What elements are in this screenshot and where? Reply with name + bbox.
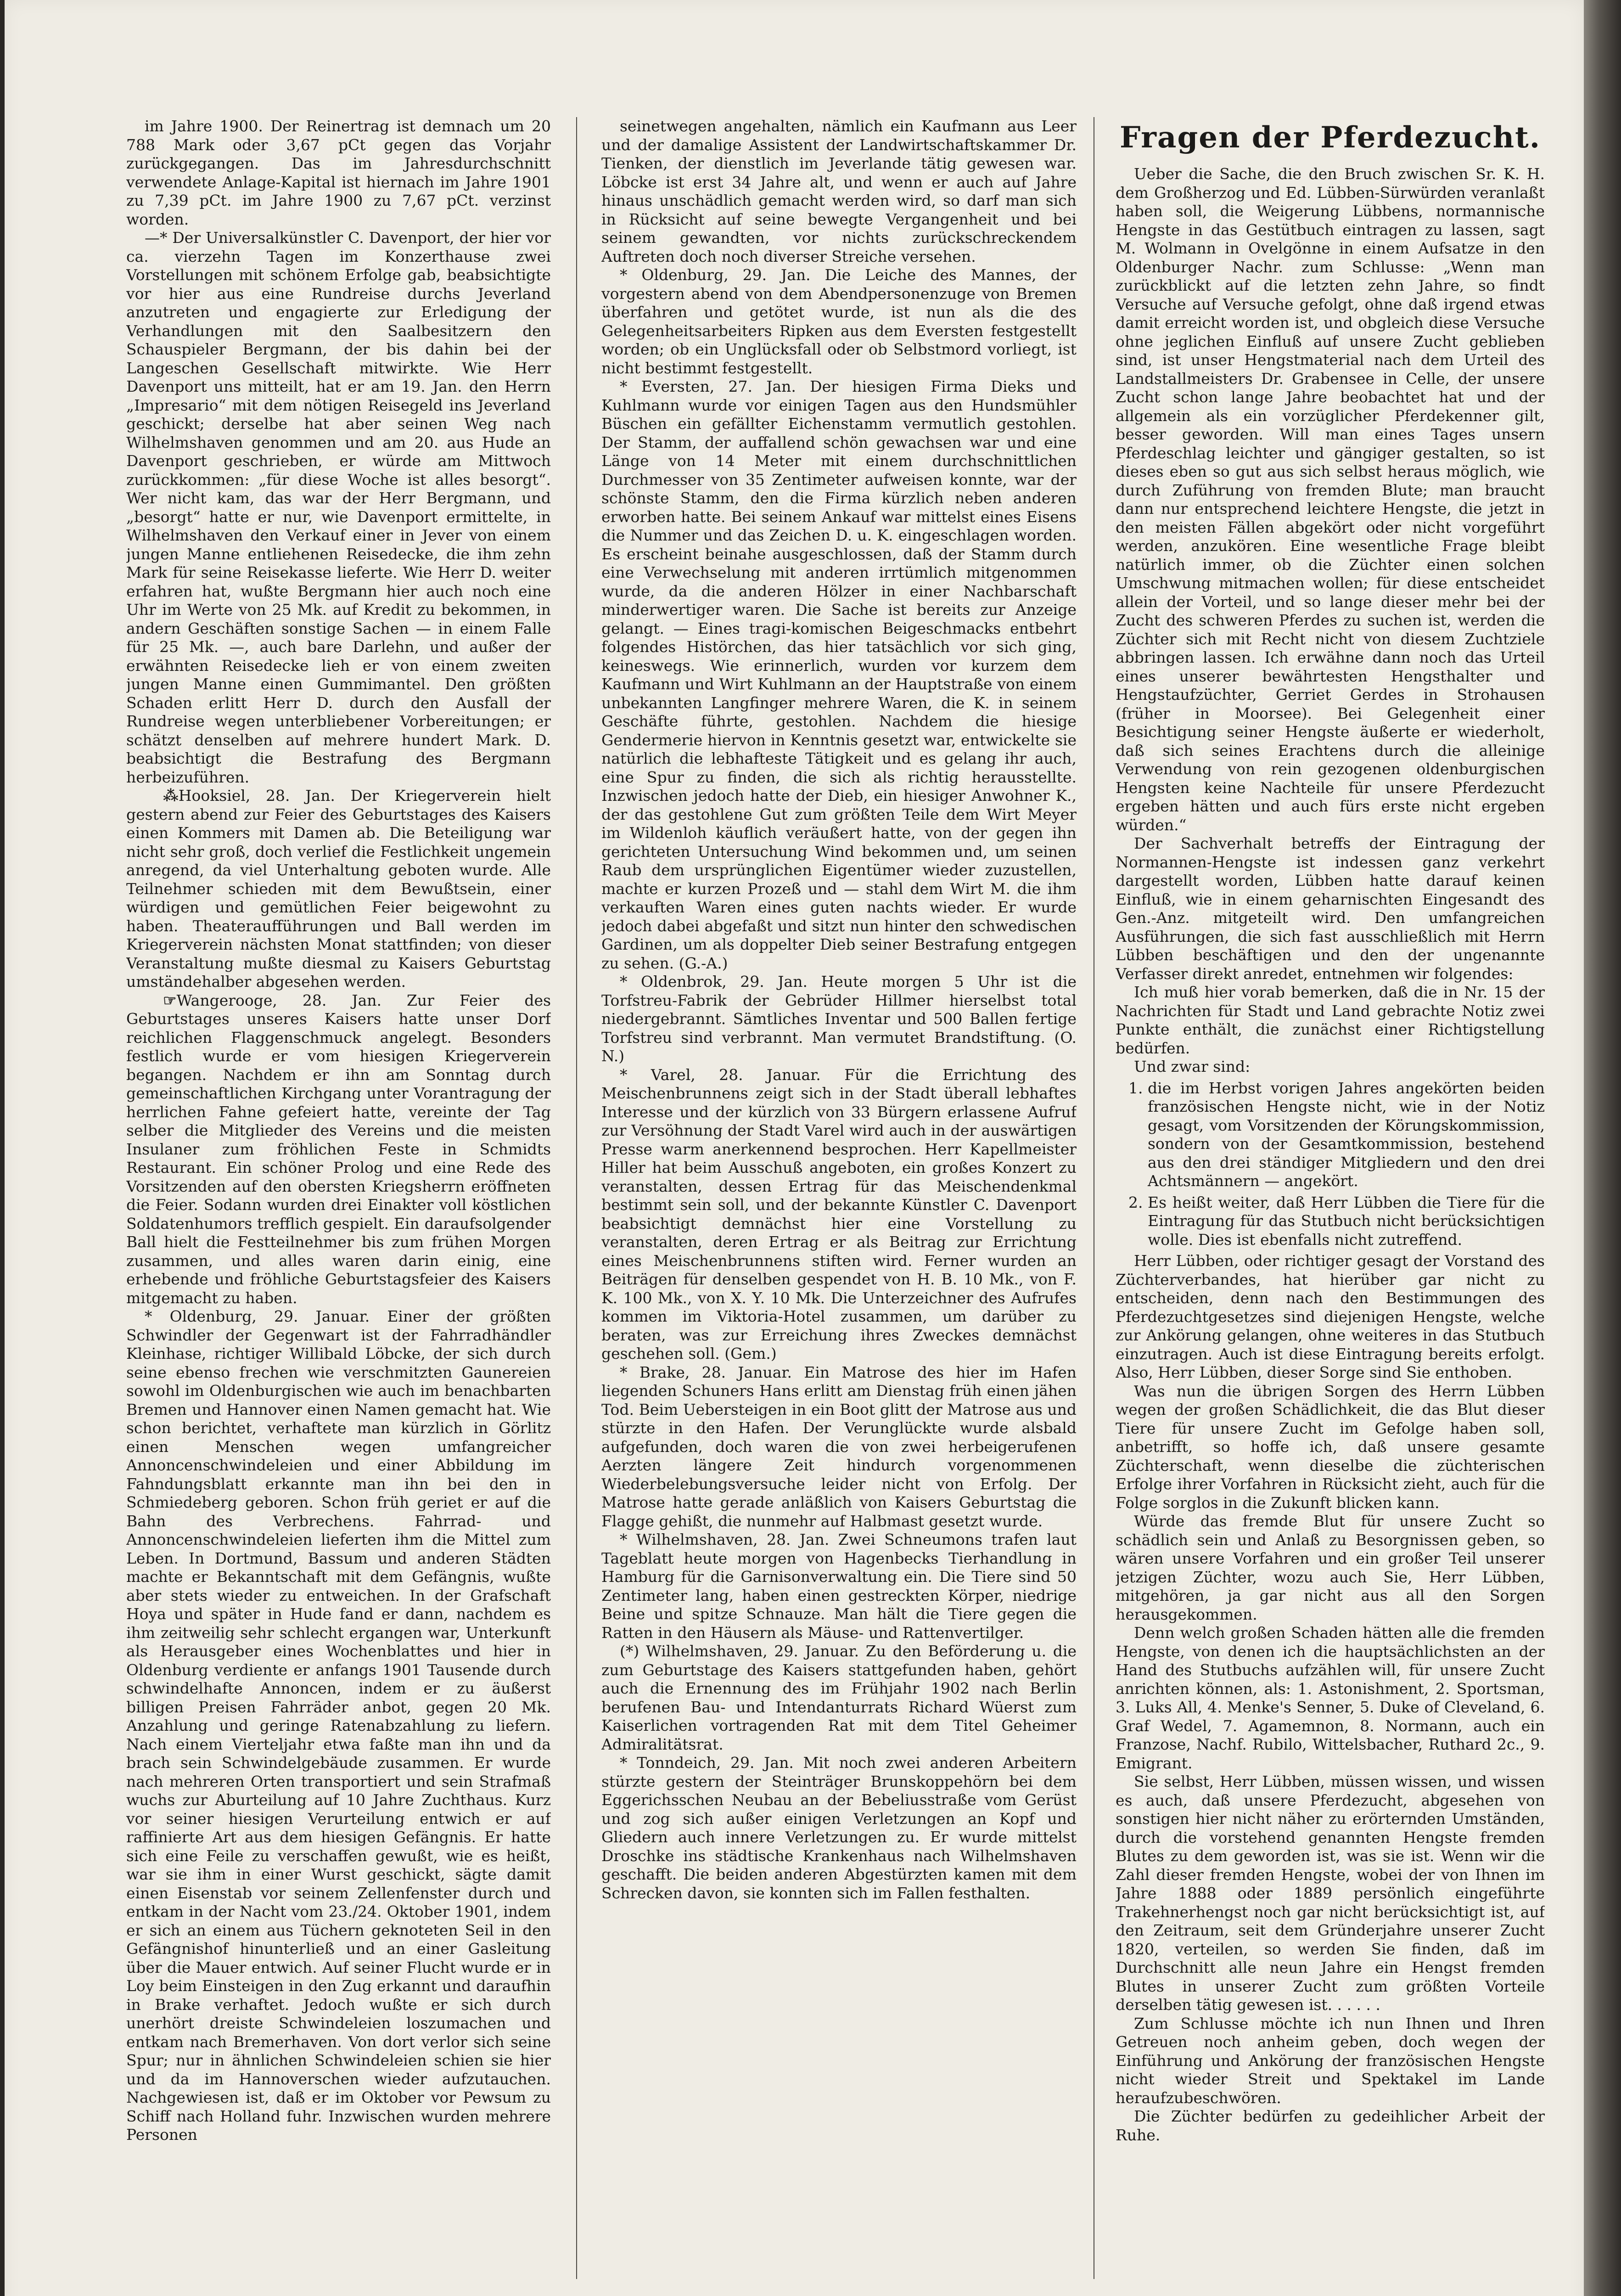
article-hooksiel: ⁂Hooksiel, 28. Jan. Der Kriegerverein hielt gestern abend zur Feier des Geburtstages des Kaisers einen Kommers mit Damen ab. Die Beteiligung war nicht sehr groß, doch verlief die Festlichkeit ungemein anregend, da viel Unterhaltung geboten wurde. Alle Teilnehmer schieden mit dem Bewußtsein, einer würdigen und gemütlichen Feier beigewohnt zu haben. Theateraufführungen und Ball werden im Kriegerverein nächsten Monat stattfinden; von dieser Veranstaltung mußte diesmal zu Kaisers Geburtstag umständehalber abgesehen werden. [126,787,551,990]
pferdezucht-und-zwar: Und zwar sind: [1134,1058,1251,1075]
article-wangerooge: ☞Wangerooge, 28. Jan. Zur Feier des Geburtstages unseres Kaisers hatte unser Dorf reichlichen Flaggenschmuck angelegt. Besonders festlich wurde er vom hiesigen Kriegerverein begangen. Nachdem er ihn am Sonntag durch gemeinschaftlichen Kirchgang unter Vorantragung der herrlichen Fahne gefeiert hatte, vereinte der Tag selber die Mitglieder des Vereins und die meisten Insulaner zum fröhlichen Feste in Schmidts Restaurant. Ein schöner Prolog und eine Rede des Vorsitzenden auf den obersten Kriegsherrn eröffneten die Feier. Sodann wurden drei Einakter voll köstlichen Soldatenhumors trefflich gespielt. Ein daraufsolgender Ball hielt die Festteilnehmer bis zum frühen Morgen zusammen, und alles waren darin einig, eine erhebende und fröhliche Geburtstagsfeier des Kaisers mitgemacht zu haben. [126,991,551,1307]
pointing-hand-icon: ☞ [163,991,177,1009]
pferdezucht-intro: Ueber die Sache, die den Bruch zwischen Sr. K. H. dem Großherzog und Ed. Lübben-Sürwürden veranlaßt haben soll, die Weigerung Lübbens, normannische Hengste in das Gestütbuch eintragen zu lassen, sagt M. Wolmann in Ovelgönne in einem Aufsatze in den Oldenburger Nachr. zum Schlusse: „Wenn man zurückblickt auf die letzten zehn Jahre, so findt Versuche auf Versuche gefolgt, ohne daß irgend etwas damit erreicht worden ist, und obgleich diese Versuche ohne jeglichen Einfluß auf unsere Zucht geblieben sind, ist unser Hengstmaterial nach dem Urteil des Landstallmeisters Dr. Grabensee in Celle, der unsere Zucht schon lange Jahre beobachtet hat und der allgemein als ein vorzüglicher Pferdekenner gilt, besser geworden. Will man eines Tages unsern Pferdeschlag leichter und gängiger gestalten, so ist dieses eben so gut aus sich selbst heraus möglich, wie durch Zuführung von fremden Blute; man braucht dann nur entsprechend leichtere Hengste, die jetzt in den meisten Fällen abgekört oder nicht vorgeführt werden, anzukören. Eine wesentliche Frage bleibt natürlich immer, ob die Züchter einen solchen Umschwung mitmachen wollen; für diese entscheidet allein der Vorteil, und so lange dieser mehr bei der Zucht des schweren Pferdes zu suchen ist, werden die Züchter sich mit Recht nicht von diesem Zuchtziele abbringen lassen. Ich erwähne dann noch das Urteil eines unserer bewährtesten Hengsthalter und Hengstaufzüchter, Gerriet Gerdes in Strohausen (früher in Moorsee). Bei Gelegenheit einer Besichtigung seiner Hengste äußerte er wiederholt, daß sich seines Erachtens durch die alleinige Verwendung von rein gezogenen oldenburgischen Hengsten keine Nachteile für unsere Pferdezucht ergeben hätten und auch fürs erste nicht ergeben würden.“ [1116,165,1545,834]
report-reinertrag: im Jahre 1900. Der Reinertrag ist demnach um 20 788 Mark oder 3,67 pCt gegen das Vorjahr zurückgegangen. Das im Jahresdurchschnitt verwendete Anlage-Kapital ist hiernach im Jahre 1901 zu 7,39 pCt. im Jahre 1900 zu 7,67 pCt. verzinst worden. [126,117,551,228]
article-varel: * Varel, 28. Januar. Für die Errichtung des Meischenbrunnens zeigt sich in der Stadt überall lebhaftes Interesse und der kürzlich von 33 Bürgern erlassene Aufruf zur Versöhnung der Stadt Varel wird auch in der auswärtigen Presse warm anerkennend besprochen. Herr Kapellmeister Hiller hat beim Ausschuß angeboten, ein großes Konzert zu veranstalten, dessen Ertrag für das Meischendenkmal bestimmt sein soll, und der bekannte Künstler C. Davenport beabsichtigt demnächst hier eine Vorstellung zu veranstalten, deren Ertrag er als Beitrag zur Errichtung eines Meischenbrunnens stiften wird. Ferner wurden an Beiträgen für denselben gespendet von H. B. 10 Mk., von F. K. 100 Mk., von X. Y. 10 Mk. Die Unterzeichner des Aufrufes kommen im Viktoria-Hotel zusammen, um darüber zu beraten, was zur Erreichung ihres Zweckes demnächst geschehen soll. (Gem.) [601,1065,1077,1362]
article-eversten: * Eversten, 27. Jan. Der hiesigen Firma Dieks und Kuhlmann wurde vor einigen Tagen aus den Hundsmühler Büschen ein gefällter Eichenstamm vermutlich gestohlen. Der Stamm, der auffallend schön gewachsen war und eine Länge von 14 Meter mit einem durchschnittlichen Durchmesser von 35 Zentimeter aufweisen konnte, war der schönste Stamm, den die Firma kürzlich neben anderen erworben hatte. Bei seinem Ankauf war mittelst eines Eisens die Nummer und das Zeichen D. u. K. eingeschlagen worden. Es erscheint beinahe ausgeschlossen, daß der Stamm durch eine Verwechselung mit anderen irrtümlich mitgenommen wurde, da die anderen Hölzer in einer Nachbarschaft minderwertiger waren. Die Sache ist bereits zur Anzeige gelangt. — Eines tragi-komischen Beigeschmacks entbehrt folgendes Histörchen, das hier tatsächlich vor sich ging, keineswegs. Wie erinnerlich, wurden vor kurzem dem Kaufmann und Wirt Kuhlmann an der Hauptstraße von einem unbekannten Langfinger mehrere Waren, die K. in seinem Geschäfte führte, gestohlen. Nachdem die hiesige Gendermerie hiervon in Kenntnis gesetzt war, entwickelte sie natürlich die lebhafteste Tätigkeit und es gelang ihr auch, eine Spur zu finden, die sich als richtig herausstellte. Inzwischen jedoch hatte der Dieb, ein hiesiger Anwohner K., der das gestohlene Gut zum größten Teile dem Wirt Meyer im Wildenloh käuflich veräußert hatte, von der gegen ihn gerichteten Untersuchung Wind bekommen und, um seinen Raub dem ursprünglichen Eigentümer wieder zuzustellen, machte er kurzen Prozeß und — stahl dem Wirt M. die ihm verkauften Waren eines guten nachts wieder. Er wurde jedoch dabei abgefaßt und sitzt nun hinter den schwedischen Gardinen, um als doppelter Dieb seiner Bestrafung entgegen zu sehen. (G.-A.) [601,377,1077,972]
pferdezucht-hengste-liste: Denn welch großen Schaden hätten alle die fremden Hengste, von denen ich die hauptsächlichsten an der Hand des Stutbuchs aufzählen will, für unsere Zucht anrichten können, als: 1. Astonishment, 2. Sportsman, 3. Luks All, 4. Menke's Senner, 5. Duke of Cleveland, 6. Graf Wedel, 7. Agamemnon, 8. Normann, auch ein Franzose, Nachf. Rubilo, Wittelsbacher, Ruthard 2c., 9. Emigrant. [1116,1624,1545,1772]
pferdezucht-sie-selbst: Sie selbst, Herr Lübben, müssen wissen, und wissen es auch, daß unsere Pferdezucht, abgesehen von sonstigen hier nicht näher zu erörternden Umständen, durch die vorstehend genannten Hengste fremden Blutes zu dem geworden ist, was sie ist. Wenn wir die Zahl dieser fremden Hengste, wobei der von Ihnen im Jahre 1888 oder 1889 persönlich eingeführte Trakehnerhengst noch gar nicht berücksichtigt ist, auf den Zeitraum, seit dem Gründerjahre unserer Zucht 1820, verteilen, so werden Sie finden, daß im Durchschnitt alle neun Jahre ein Hengst fremden Blutes in unserer Zucht zum größten Vorteile derselben tätig gewesen ist. . . . . . [1116,1773,1545,2014]
pferdezucht-schluss: Zum Schlusse möchte ich nun Ihnen und Ihren Getreuen noch anheim geben, doch wegen der Einführung und Ankörung der französischen Hengste nicht wieder Streit und Spektakel im Lande heraufzubeschwören. [1116,2014,1545,2107]
article-oldenbrok: * Oldenbrok, 29. Jan. Heute morgen 5 Uhr ist die Torfstreu-Fabrik der Gebrüder Hillmer hierselbst total niedergebrannt. Sämtliches Inventar und 500 Ballen fertige Torfstreu sind verbrannt. Man vermutet Brandstiftung. (O. N.) [601,973,1077,1065]
article-loebcke-continued: seinetwegen angehalten, nämlich ein Kaufmann aus Leer und der damalige Assistent der Landwirtschaftskammer Dr. Tienken, der dienstlich im Jeverlande tätig gewesen war. Löbcke ist erst 34 Jahre alt, und wenn er auch auf Jahre hinaus unschädlich gemacht werden wird, so darf man sich in Rücksicht auf seine bewegte Vergangenheit und bei seinem gewandten, vor nichts zurückschreckendem Auftreten doch noch diverser Streiche versehen. [601,117,1077,265]
newspaper-page [5,0,1584,2296]
article-brake: * Brake, 28. Januar. Ein Matrose des hier im Hafen liegenden Schuners Hans erlitt am Dienstag früh einen jähen Tod. Beim Uebersteigen in ein Boot glitt der Matrose aus und stürzte in den Hafen. Der Verunglückte wurde alsbald aufgefunden, doch waren die von zwei herbeigerufenen Aerzten längere Zeit hindurch vorgenommenen Wiederbelebungsversuche leider nicht von Erfolg. Der Matrose hatte gerade anläßlich von Kaisers Geburtstag die Flagge gehißt, die nunmehr auf Halbmast gesetzt wurde. [601,1363,1077,1530]
asterisk-pair-icon: ⁂ [163,787,179,805]
list-item: 1. die im Herbst vorigen Jahres angekörten beiden französischen Hengste nicht, wie in der Notiz gesagt, vom Vorsitzenden der Körungskommission, sondern von der Gesamtkommission, bestehend aus den drei ständiger Mitgliedern und den drei Achtsmännern — angekört. [1148,1079,1545,1191]
column-rule-left [576,117,577,2279]
article-tonndeich: * Tonndeich, 29. Jan. Mit noch zwei anderen Arbeitern stürzte gestern der Steinträger Brunskoppehörn bei dem Eggerichsschen Neubau an der Bebeliusstraße vom Gerüst und zog sich außer einigen Verletzungen an Kopf und Gliedern auch innere Verletzungen zu. Er wurde mittelst Droschke ins städtische Krankenhaus nach Wilhelmshaven geschafft. Die beiden anderen Abgestürzten kamen mit dem Schrecken davon, sie konnten sich im Fallen festhalten. [601,1754,1077,1902]
article-oldenburg-leiche: * Oldenburg, 29. Jan. Die Leiche des Mannes, der vorgestern abend von dem Abendpersonenzuge von Bremen überfahren und getötet wurde, ist nun als die des Gelegenheitsarbeiters Ripken aus dem Eversten festgestellt worden; ob ein Unglücksfall oder ob Selbstmord vorliegt, ist nicht bestimmt festgestellt. [601,266,1077,377]
pferdezucht-list [1116,1079,1545,1249]
column-1 [126,117,551,2293]
pferdezucht-vorstand: Herr Lübben, oder richtiger gesagt der Vorstand des Züchterverbandes, hat hierüber gar nicht zu entscheiden, denn nach den Bestimmungen des Pferdezuchtgesetzes sind diejenigen Hengste, welche zur Ankörung gelangen, ohne weiteres in das Stutbuch einzutragen. Auch ist diese Eintragung bereits erfolgt. Also, Herr Lübben, dieser Sorge sind Sie enthoben. [1116,1252,1545,1381]
headline-pferdezucht: Fragen der Pferdezucht. [1119,120,1541,155]
pferdezucht-sorgen: Was nun die übrigen Sorgen des Herrn Lübben wegen der großen Schädlichkeit, die das Blut dieser Tiere für unsere Zucht im Gefolge haben soll, anbetrifft, so hoffe ich, daß unsere gesamte Züchterschaft, wenn dieselbe die züchterischen Erfolge ihrer Vorfahren in Rücksicht zieht, auch für die Folge sorglos in die Zukunft blicken kann. [1116,1382,1545,1512]
article-oldenburg-schwindler: * Oldenburg, 29. Januar. Einer der größten Schwindler der Gegenwart ist der Fahrradhändler Kleinhase, richtiger Willibald Löbcke, der sich durch seine ebenso frechen wie verschmitzten Gaunereien sowohl im Oldenburgischen wie auch im benachbarten Bremen und Hannover einen Namen gemacht hat. Wie schon berichtet, verhaftete man kürzlich in Görlitz einen Menschen wegen umfangreicher Annoncenschwindeleien und einer Abbildung im Fahndungsblatt erkannte man ihn bei den in Schmiedeberg geboren. Schon früh geriet er auf die Bahn des Verbrechens. Fahrrad- und Annoncenschwindeleien lieferten ihm die Mittel zum Leben. In Dortmund, Bassum und anderen Städten machte er Bekanntschaft mit dem Gefängnis, wußte aber stets wieder zu entweichen. In der Grafschaft Hoya und später in Hude fand er dann, nachdem es ihm zeitweilig sehr schlecht ergangen war, Unterkunft als Herausgeber eines Wochenblattes und hier in Oldenburg verdiente er anfangs 1901 Tausende durch schwindelhafte Annoncen, indem er zu äußerst billigen Preisen Fahrräder anbot, gegen 20 Mk. Anzahlung und geringe Ratenabzahlung zu liefern. Nach einem Vierteljahr etwa faßte man ihn und da brach sein Schwindelgebäude zusammen. Er wurde nach mehreren Orten transportiert und sein Strafmaß wuchs zur Aburteilung auf 10 Jahre Zuchthaus. Kurz vor seiner hiesigen Verurteilung entwich er auf raffinierte Art aus dem hiesigen Gefängnis. Er hatte sich eine Feile zu verschaffen gewußt, wie es heißt, war sie ihm in einer Wurst geschickt, sägte damit einen Eisenstab vor seinem Zellenfenster durch und entkam in der Nacht vom 23./24. Oktober 1901, indem er sich an einem aus Tüchern geknoteten Seil in den Gefängnishof hinunterließ und an einer Gasleitung über die Mauer entwich. Auf seiner Flucht wurde er in Loy beim Einsteigen in den Zug erkannt und daraufhin in Brake verhaftet. Jedoch wußte er sich durch unerhört dreiste Schwindeleien loszumachen und entkam nach Bremerhaven. Von dort verlor sich seine Spur; nur in ähnlichen Schwindeleien schien sie hier und da im Hannoverschen wieder aufzutauchen. Nachgewiesen ist, daß er im Oktober vor Pewsum zu Schiff nach Holland fuhr. Inzwischen wurden mehrere Personen [126,1307,551,2144]
list-item: 2. Es heißt weiter, daß Herr Lübben die Tiere für die Eintragung für das Stutbuch nicht berücksichtigen wolle. Dies ist ebenfalls nicht zutreffend. [1148,1193,1545,1249]
column-3 [1116,117,1545,2293]
pferdezucht-vorab: Ich muß hier vorab bemerken, daß die in Nr. 15 der Nachrichten für Stadt und Land gebrachte Notiz zwei Punkte enthält, die zunächst einer Richtigstellung bedürfen. [1116,983,1545,1057]
article-wilhelmshaven-befoerderung: (*) Wilhelmshaven, 29. Januar. Zu den Beförderung u. die zum Geburtstage des Kaisers stattgefunden haben, gehört auch die Ernennung des im Frühjahr 1902 nach Berlin berufenen Bau- und Intendanturrats Richard Wüerst zum Kaiserlichen vortragenden Rat mit dem Titel Geheimer Admiralitätsrat. [601,1642,1077,1753]
pferdezucht-ruhe: Die Züchter bedürfen zu gedeihlicher Arbeit der Ruhe. [1116,2107,1545,2144]
column-2 [601,117,1077,2293]
article-davenport: —* Der Universalkünstler C. Davenport, der hier vor ca. vierzehn Tagen im Konzerthause zwei Vorstellungen mit schönem Erfolge gab, beabsichtigte vor hier aus eine Rundreise durchs Jeverland anzutreten und engagierte zur Erledigung der Verhandlungen mit den Saalbesitzern den Schauspieler Bergmann, der bis dahin bei der Langeschen Gesellschaft mitwirkte. Wie Herr Davenport uns mitteilt, hat er am 19. Jan. den Herrn „Impresario“ mit dem nötigen Reisegeld ins Jeverland geschickt; derselbe hat aber seinen Weg nach Wilhelmshaven genommen und am 20. aus Hude an Davenport geschrieben, er würde am Mittwoch zurückkommen: „für diese Woche ist alles besorgt“. Wer nicht kam, das war der Herr Bergmann, und „besorgt“ hatte er nur, wie Davenport ermittelte, in Wilhelmshaven den Verkauf einer in Jever von einem jungen Manne entliehenen Reisedecke, die ihm zehn Mark für seine Reisekasse lieferte. Wie Herr D. weiter erfahren hat, wußte Bergmann hier auch noch eine Uhr im Werte von 25 Mk. auf Kredit zu bekommen, in andern Geschäften sonstige Sachen — in einem Falle für 25 Mk. —, auch bare Darlehn, und außer der erwähnten Reisedecke lieh er von einem zweiten jungen Manne einen Gummimantel. Den größten Schaden erlitt Herr D. durch den Ausfall der Rundreise wegen unterbliebener Vorbereitungen; er schätzt denselben auf mehrere hundert Mark. D. beabsichtigt die Bestrafung des Bergmann herbeizuführen. [126,229,551,786]
pferdezucht-sachverhalt: Der Sachverhalt betreffs der Eintragung der Normannen-Hengste ist indessen ganz verkehrt dargestellt worden, Lübben hatte darauf keinen Einfluß, wie in einem geharnischten Eingesandt des Gen.-Anz. mitgeteilt wird. Den umfangreichen Ausführungen, die sich fast ausschließlich mit Herrn Lübben beschäftigen und den der ungenannte Verfasser direkt anredet, entnehmen wir folgendes: [1116,834,1545,983]
pferdezucht-fremdes-blut: Würde das fremde Blut für unsere Zucht so schädlich sein und Anlaß zu Besorgnissen geben, so wären unsere Vorfahren und ein großer Teil unserer jetzigen Züchter, wozu auch Sie, Herr Lübben, mitgehören, ja gar nicht aus all den Sorgen herausgekommen. [1116,1512,1545,1623]
article-wilhelmshaven-schneumons: * Wilhelmshaven, 28. Jan. Zwei Schneumons trafen laut Tageblatt heute morgen von Hagenbecks Tierhandlung in Hamburg für die Garnisonverwaltung ein. Die Tiere sind 50 Zentimeter lang, haben einen gestreckten Körper, niedrige Beine und spitze Schnauze. Man hält die Tiere gegen die Ratten in den Häusern als Mäuse- und Rattenvertilger. [601,1531,1077,1642]
scan-edge-strip [1584,0,1621,2296]
